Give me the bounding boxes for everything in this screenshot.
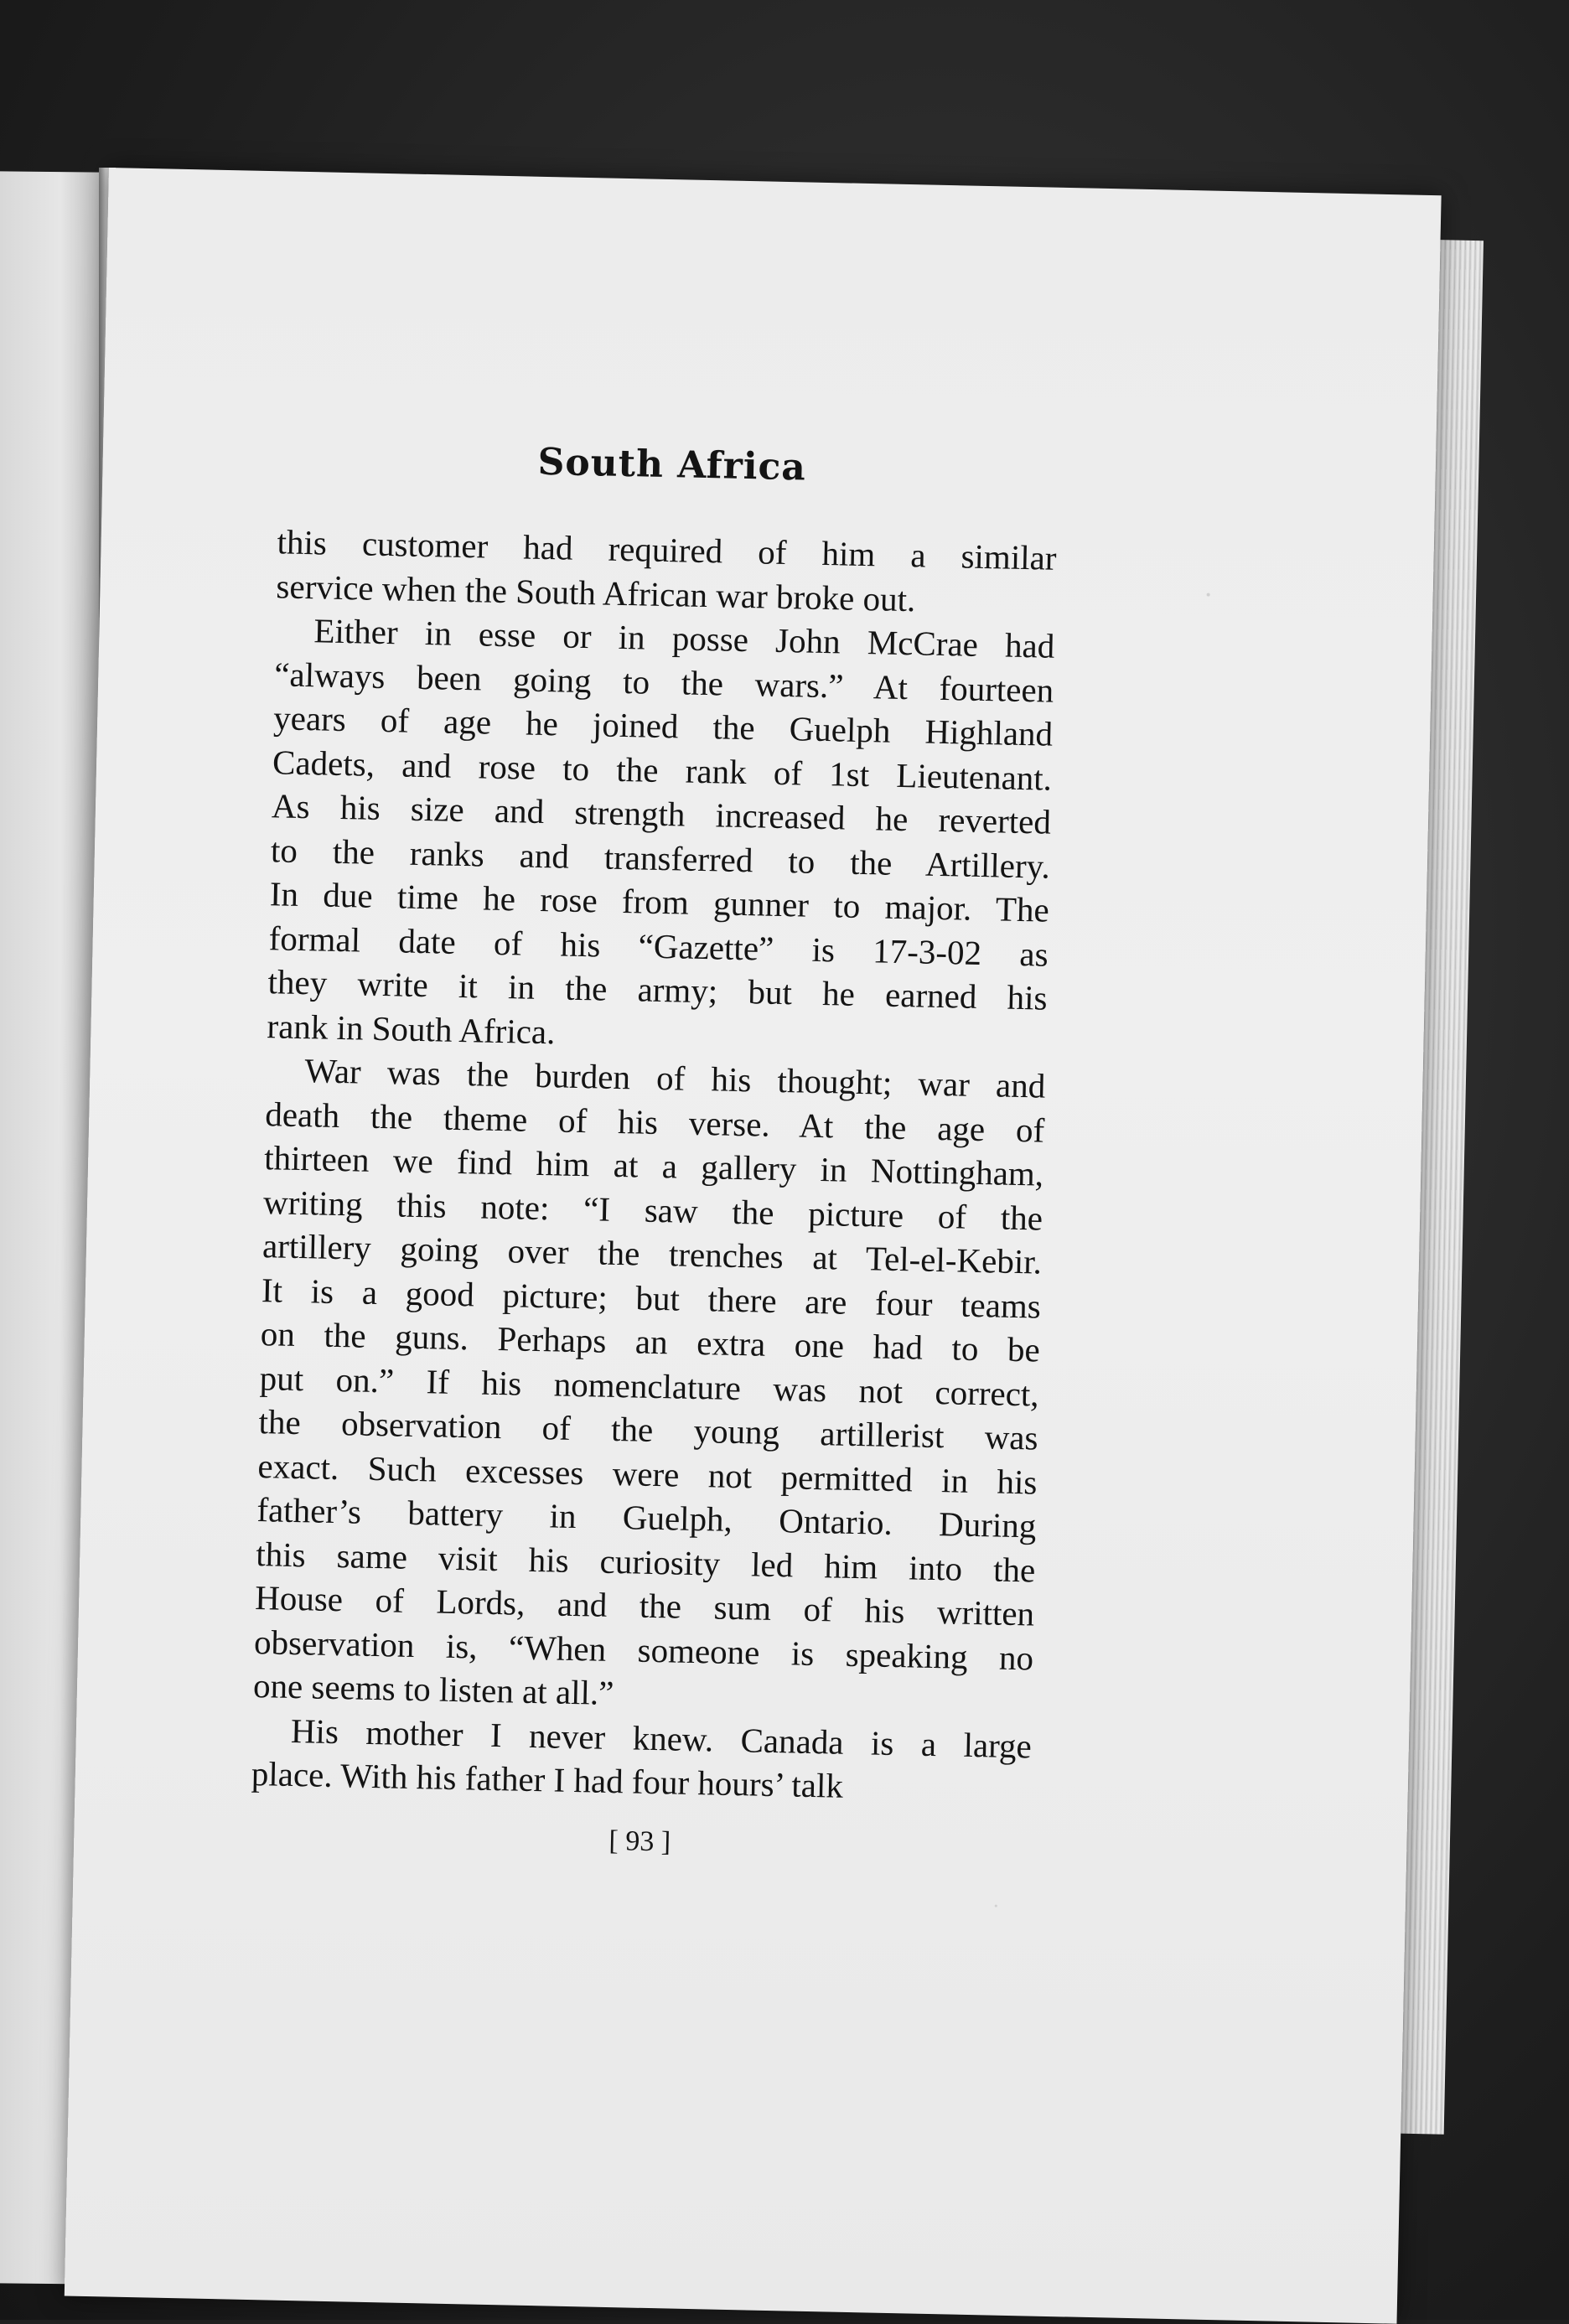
- text-line: House of Lords, and the sum of his written: [254, 1578, 1035, 1633]
- text-line: As his size and strength increased he reverted: [271, 786, 1052, 841]
- text-line: War was the burden of his thought; war and: [304, 1051, 1046, 1105]
- paper-speck: [995, 1905, 997, 1907]
- text-line: Either in esse or in posse John McCrae had: [313, 611, 1055, 665]
- text-line: His mother I never knew. Canada is a large: [290, 1711, 1033, 1765]
- text-line: this customer had required of him a similar: [277, 522, 1057, 577]
- paragraph: [267, 608, 1055, 1064]
- text-line: one seems to listen at all.”: [252, 1666, 614, 1713]
- text-line: years of age he joined the Guelph Highland: [272, 698, 1054, 753]
- text-line: death the theme of his verse. At the age of: [264, 1094, 1045, 1150]
- page-number: [ 93 ]: [608, 1825, 671, 1857]
- paragraph: [276, 520, 1057, 624]
- paragraph: [253, 1048, 1046, 1724]
- text-line: they write it in the army; but he earned his: [267, 962, 1048, 1017]
- text-line: It is a good picture; but there are four teams: [261, 1270, 1042, 1326]
- text-line: rank in South Africa.: [267, 1006, 556, 1051]
- text-line: writing this note: “I saw the picture of the: [262, 1182, 1043, 1238]
- running-head: South Africa: [537, 440, 807, 489]
- paper-speck: [1207, 593, 1210, 597]
- text-line: In due time he rose from gunner to major. The: [269, 874, 1050, 929]
- text-line: “always been going to the wars.” At fourteen: [273, 654, 1054, 710]
- text-line: service when the South African war broke out.: [276, 566, 916, 619]
- text-line: observation is, “When someone is speaking no: [253, 1622, 1034, 1677]
- text-line: the observation of the young artillerist was: [258, 1402, 1038, 1457]
- text-line: formal date of his “Gazette” is 17-3-02 as: [268, 918, 1049, 974]
- paragraph: [251, 1707, 1032, 1811]
- book-page: [65, 168, 1442, 2324]
- text-line: to the ranks and transferred to the Artillery.: [270, 830, 1051, 886]
- text-line: father’s battery in Guelph, Ontario. During: [256, 1490, 1037, 1545]
- text-line: Cadets, and rose to the rank of 1st Lieutenant.: [272, 742, 1053, 798]
- body-text: [251, 520, 1057, 1812]
- text-line: on the guns. Perhaps an extra one had to be: [260, 1314, 1041, 1369]
- text-line: exact. Such excesses were not permitted in his: [257, 1446, 1038, 1502]
- text-line: artillery going over the trenches at Tel-el-Kebir.: [262, 1226, 1043, 1281]
- text-line: thirteen we find him at a gallery in Nottingham,: [263, 1138, 1044, 1193]
- page-text: [250, 435, 1059, 1866]
- text-line: this same visit his curiosity led him into the: [255, 1534, 1036, 1590]
- text-line: place. With his father I had four hours’ talk: [251, 1753, 844, 1805]
- text-line: put on.” If his nomenclature was not correct,: [259, 1358, 1040, 1414]
